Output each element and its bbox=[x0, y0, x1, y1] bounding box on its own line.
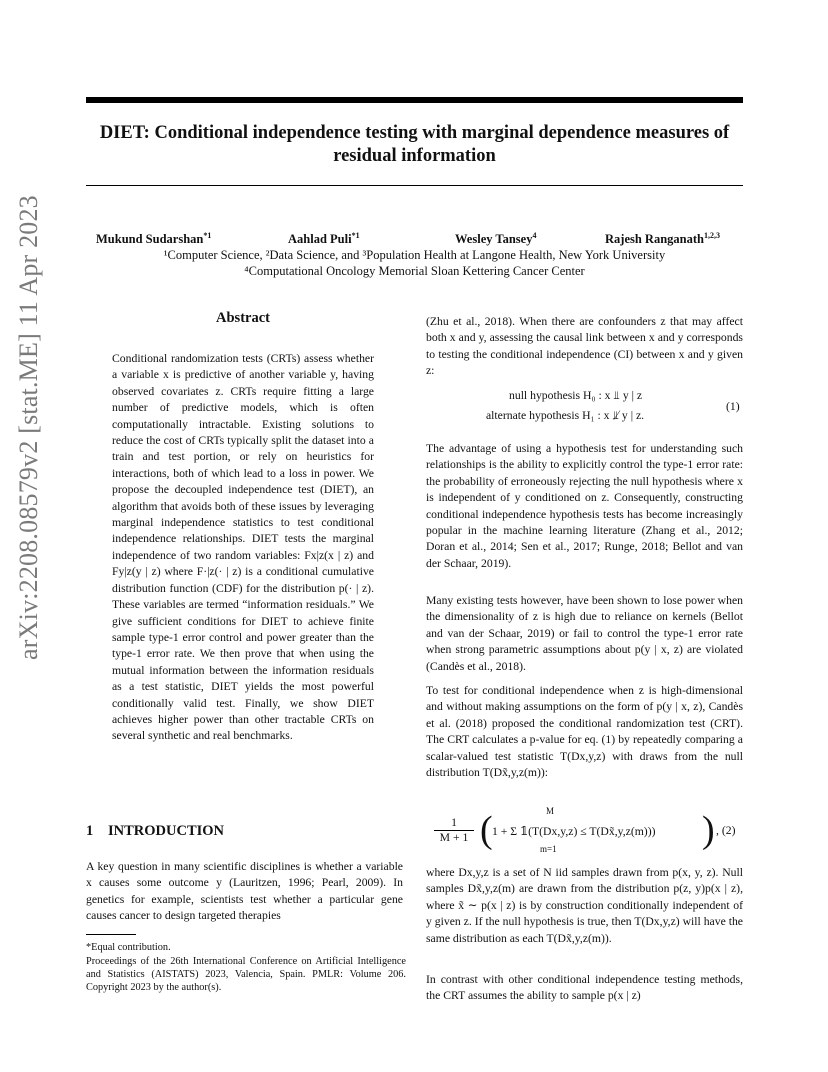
footnote-proceedings: Proceedings of the 26th International Conference on Artificial Intelligence and Statistics (AISTATS) 2023, Valencia, Spain. PMLR: Volume 206. Copyright 2023 by the author(s). bbox=[86, 956, 406, 993]
right-paragraph-4: To test for conditional independence when z is high-dimensional and without making assumptions on the form of p(y | x, z), Candès et al. (2018) proposed the conditional randomization test (CRT). The CRT calculates a p-value for eq. (1) by repeatedly comparing a scalar-valued test statistic T(Dx,y,z) with draws from the null distribution T(Dx̃,y,z(m)): bbox=[426, 684, 743, 780]
sum-upper-limit: M bbox=[546, 806, 555, 816]
author-4: Rajesh Ranganath$^{1,2,3}$ bbox=[605, 230, 720, 246]
fraction-numerator: 1 bbox=[451, 816, 457, 829]
equation-1-alternate: alternate hypothesis H₁ : x ⫫̸ y | z. bbox=[486, 409, 645, 422]
right-paragraph-2: The advantage of using a hypothesis test for understanding such relationships is the ability to explicitly control the type-1 error rate: the probability of erroneously rejecting the null hypothesis where x is independent of y conditioned on z. Consequently, constructing conditional independence hypothesis tests has become increasingly popular in the machine learning literature (Zhang et al., 2012; Doran et al., 2014; Sen et al., 2017; Runge, 2018; Bellot and van der Schaar, 2019). bbox=[426, 442, 743, 570]
equation-2 bbox=[426, 806, 743, 862]
section-number: 1 bbox=[86, 823, 94, 839]
right-paragraph-6: In contrast with other conditional independence testing methods, the CRT assumes the ability to sample p(x | z) bbox=[426, 973, 743, 1003]
affiliation-line-1: ¹Computer Science, ²Data Science, and ³Population Health at Langone Health, New York University bbox=[163, 248, 666, 262]
fraction-denominator: M + 1 bbox=[434, 830, 474, 844]
right-paragraph-3: Many existing tests however, have been shown to lose power when the dimensionality of z is high due to reliance on kernels (Bellot and van der Schaar, 2019) or fail to control the type-1 error rate when strong parametric assumptions about p(y | x, z) are violated (Candès et al., 2018). bbox=[426, 594, 743, 673]
sum-lower-limit: m=1 bbox=[540, 844, 557, 854]
intro-paragraph: A key question in many scientific disciplines is whether a variable x causes some outcome y (Lauritzen, 1996; Pearl, 2009). In genetics for example, scientists test whether a particular gene causes cancer to design targeted therapies bbox=[86, 860, 403, 923]
title-bottom-rule bbox=[86, 185, 743, 186]
author-3: Wesley Tansey$^4$ bbox=[455, 230, 537, 246]
author-1: Mukund Sudarshan$^{*1}$ bbox=[96, 230, 212, 246]
right-paragraph-1: (Zhu et al., 2018). When there are confounders z that may affect both x and y, assessing the causal link between x and y corresponds to testing the conditional independence (CI) between x and y given z: bbox=[426, 315, 743, 378]
footnote-rule bbox=[86, 934, 136, 935]
title-top-rule bbox=[86, 97, 743, 103]
arxiv-stamp: arXiv:2208.08579v2 [stat.ME] 11 Apr 2023 bbox=[14, 195, 43, 660]
section-heading bbox=[86, 823, 224, 840]
paper-title: DIET: Conditional independence testing with marginal dependence measures of residual information bbox=[99, 123, 730, 166]
equation-1-number: (1) bbox=[726, 400, 740, 413]
author-2: Aahlad Puli$^{*1}$ bbox=[288, 230, 360, 246]
abstract-heading: Abstract bbox=[216, 310, 270, 326]
affiliation-line-2: ⁴Computational Oncology Memorial Sloan Kettering Cancer Center bbox=[244, 264, 585, 278]
big-paren-close: ) bbox=[702, 809, 715, 851]
equation-2-number: , (2) bbox=[716, 824, 736, 837]
footnote-equal-contribution: *Equal contribution. bbox=[86, 942, 171, 953]
equation-2-fraction bbox=[434, 816, 474, 844]
equation-2-body: 1 + Σ 𝟙(T(Dx,y,z) ≤ T(Dx̃,y,z(m))) bbox=[492, 825, 656, 838]
big-paren-open: ( bbox=[480, 809, 493, 851]
right-paragraph-5: where Dx,y,z is a set of N iid samples drawn from p(x, y, z). Null samples Dx̃,y,z(m) are drawn from the distribution p(z, y)p(x | z), where x̃ ∼ p(x | z) is by construction conditionally independent of y given z. If the null hypothesis is true, then T(Dx,y,z) will have the same distribution as each T(Dx̃,y,z(m)). bbox=[426, 866, 743, 945]
abstract-text: Conditional randomization tests (CRTs) assess whether a variable x is predictive of another variable y, having observed covariates z. CRTs require fitting a large number of predictive models, which is often computationally intractable. Existing solutions to reduce the cost of CRTs typically split the dataset into a train and test portion, or rely on heuristics for interactions, both of which lead to a loss in power. We propose the decoupled independence test (DIET), an algorithm that avoids both of these issues by leveraging marginal independence statistics to test conditional independence relationships. DIET tests the marginal independence of two random variables: Fx|z(x | z) and Fy|z(y | z) where F·|z(· | z) is a conditional cumulative distribution function (CDF) for the distribution p(· | z). These variables are termed “information residuals.” We give sufficient conditions for DIET to achieve finite sample type-1 error control and power greater than the type-1 error rate. We then prove that when using the mutual information between the information residuals as a test statistic, DIET yields the most powerful conditionally valid test. Finally, we show DIET achieves higher power than other tractable CRTs on several synthetic and real benchmarks. bbox=[112, 352, 374, 743]
equation-1-null: null hypothesis H₀ : x ⫫ y | z bbox=[509, 389, 643, 402]
section-title: INTRODUCTION bbox=[108, 823, 225, 839]
